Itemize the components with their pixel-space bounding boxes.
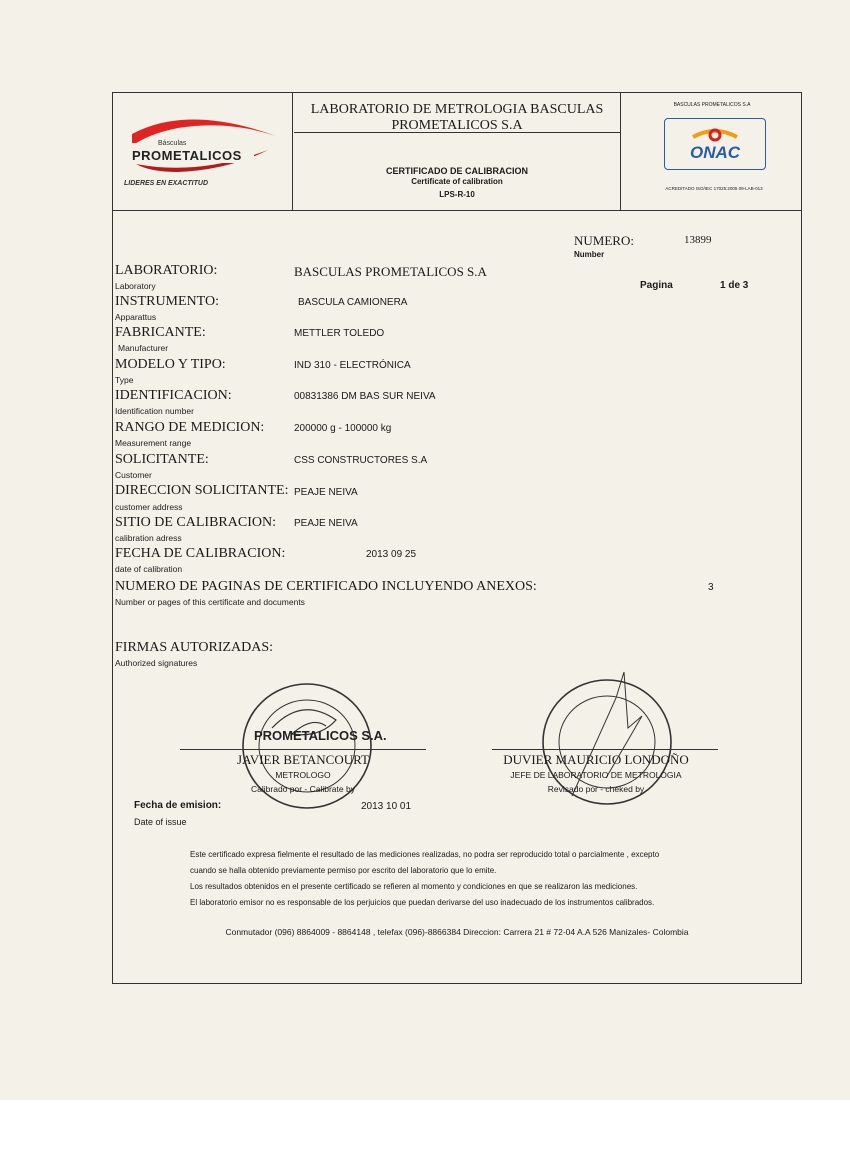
- field-calibration-date-sub: date of calibration: [115, 564, 183, 574]
- certificate-subtitle: Certificate of calibration: [411, 177, 503, 186]
- field-customer-label: SOLICITANTE:: [115, 452, 209, 467]
- field-instrument-sub: Apparattus: [115, 312, 157, 322]
- signatures-heading-sub: Authorized signatures: [115, 658, 198, 668]
- page-value: 1 de 3: [720, 280, 749, 291]
- field-range-sub: Measurement range: [115, 438, 192, 448]
- logo-line2: PROMETALICOS: [132, 148, 242, 163]
- seal-stamp-left: [232, 676, 382, 816]
- signer-left-action: Calibrado por - Calibrate by: [251, 784, 355, 794]
- issue-date-sub: Date of issue: [134, 817, 187, 827]
- field-manufacturer-label: FABRICANTE:: [115, 325, 206, 340]
- field-calibration-date-value: 2013 09 25: [366, 549, 417, 560]
- field-identification-value: 00831386 DM BAS SUR NEIVA: [294, 391, 436, 402]
- onac-logo-text: ONAC: [689, 143, 741, 162]
- field-instrument-value: BASCULA CAMIONERA: [298, 297, 408, 308]
- field-manufacturer-sub: Manufacturer: [118, 343, 169, 353]
- field-model-sub: Type: [115, 375, 134, 385]
- signature-line-left: [180, 749, 426, 750]
- issue-date-label: Fecha de emision:: [134, 800, 222, 811]
- field-range-label: RANGO DE MEDICION:: [115, 420, 265, 435]
- page-label: Pagina: [640, 280, 673, 291]
- field-range-value: 200000 g - 100000 kg: [294, 423, 392, 434]
- field-laboratory-value: BASCULAS PROMETALICOS S.A: [294, 264, 487, 279]
- field-customer-sub: Customer: [115, 470, 152, 480]
- field-calibration-date-label: FECHA DE CALIBRACION:: [115, 546, 286, 561]
- field-identification-label: IDENTIFICACION:: [115, 388, 232, 403]
- note-line-1: Este certificado expresa fielmente el resultado de las mediciones realizadas, no podra ser reproducido total o parcialmente , excepto: [190, 850, 660, 859]
- note-line-3: Los resultados obtenidos en el presente certificado se refieren al momento y condiciones en que se realizaron las mediciones.: [190, 882, 638, 891]
- field-manufacturer-value: METTLER TOLEDO: [294, 328, 385, 339]
- signature-line-right: [492, 749, 718, 750]
- certificate-title: CERTIFICADO DE CALIBRACION: [386, 166, 528, 176]
- field-laboratory-sub: Laboratory: [115, 281, 156, 291]
- logo-tagline: LIDERES EN EXACTITUD: [124, 180, 209, 187]
- field-customer-address-sub: customer address: [115, 502, 183, 512]
- number-sub: Number: [574, 250, 605, 259]
- header-mid-line: [294, 132, 620, 133]
- certificate-code: LPS-R-10: [439, 190, 475, 199]
- header-divider-left: [292, 92, 293, 210]
- field-identification-sub: Identification number: [115, 406, 194, 416]
- signer-left-role: METROLOGO: [275, 770, 331, 780]
- number-label: NUMERO:: [574, 233, 634, 248]
- onac-bottom-text: ACREDITADO ISO/IEC 17025:2005 09-LAB-013: [665, 186, 763, 191]
- field-laboratory-label: LABORATORIO:: [115, 263, 218, 278]
- onac-accreditation: [624, 98, 800, 204]
- seal-stamp-text: PROMETALICOS S.A.: [254, 728, 387, 743]
- signer-right-name: DUVIER MAURICIO LONDOÑO: [503, 752, 689, 767]
- pages-count-sub: Number or pages of this certificate and documents: [115, 597, 305, 607]
- note-line-2: cuando se halla obtenido previamente permiso por escrito del laboratorio que lo emite.: [190, 866, 497, 875]
- pages-count-value: 3: [708, 582, 714, 593]
- header-divider-right: [620, 92, 621, 210]
- certificate-header: [112, 92, 802, 211]
- note-line-4: El laboratorio emisor no es responsable de los perjuicios que puedan derivarse del uso inadecuado de los instrumentos calibrados.: [190, 898, 655, 907]
- field-calibration-site-label: SITIO DE CALIBRACION:: [115, 515, 276, 530]
- pages-count-label: NUMERO DE PAGINAS DE CERTIFICADO INCLUYENDO ANEXOS:: [115, 579, 537, 594]
- logo-line1: Básculas: [158, 140, 187, 147]
- field-customer-value: CSS CONSTRUCTORES S.A: [294, 455, 428, 466]
- signer-right-action: Revisado por - cheked by: [547, 784, 645, 794]
- field-calibration-site-sub: calibration adress: [115, 533, 182, 543]
- page-bottom-margin: [0, 1100, 850, 1170]
- field-instrument-label: INSTRUMENTO:: [115, 294, 219, 309]
- signatures-heading: FIRMAS AUTORIZADAS:: [115, 640, 274, 655]
- field-model-value: IND 310 - ELECTRÓNICA: [294, 360, 411, 371]
- lab-title: LABORATORIO DE METROLOGIA BASCULAS PROMETALICOS S.A: [310, 102, 604, 133]
- issue-date-value: 2013 10 01: [361, 801, 412, 812]
- field-model-label: MODELO Y TIPO:: [115, 357, 226, 372]
- onac-top-text: BASCULAS PROMETALICOS S.A: [673, 102, 751, 108]
- footer-contact: Conmutador (096) 8864009 - 8864148 , telefax (096)-8866384 Direccion: Carrera 21 # 72-04 A.A 526 Manizales- Colombia: [225, 927, 689, 937]
- field-customer-address-value: PEAJE NEIVA: [294, 487, 358, 498]
- field-customer-address-label: DIRECCION SOLICITANTE:: [115, 483, 289, 498]
- company-logo: [118, 106, 288, 196]
- signer-left-name: JAVIER BETANCOURT: [237, 752, 369, 767]
- certificate-number: 13899: [684, 234, 712, 246]
- onac-logo: [664, 118, 766, 170]
- signer-right-role: JEFE DE LABORATORIO DE METROLOGIA: [510, 770, 682, 780]
- field-calibration-site-value: PEAJE NEIVA: [294, 518, 358, 529]
